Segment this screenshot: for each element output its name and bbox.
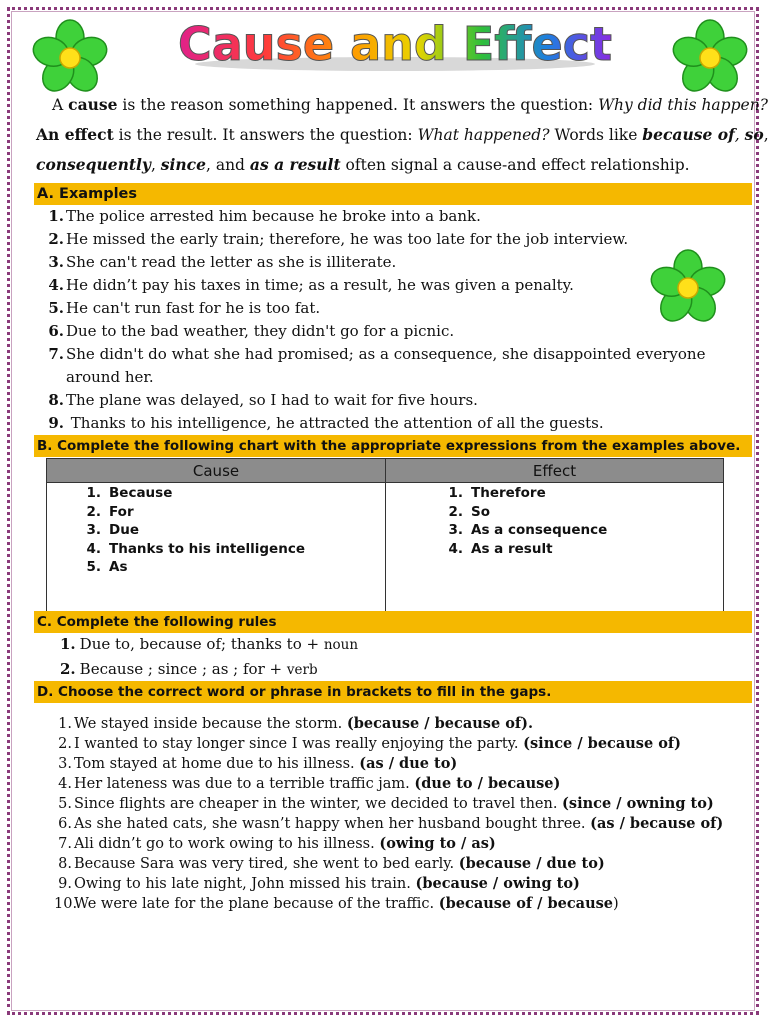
effect-column: [439, 483, 719, 611]
exercise-body: [74, 734, 681, 754]
example-text: She can't read the letter as she is illiterate.: [66, 253, 397, 271]
exercise-item: [54, 754, 754, 774]
intro-text-run: What happened?: [417, 126, 550, 144]
rule-item: [60, 632, 740, 657]
exercise-body: [74, 754, 457, 774]
example-item: [44, 389, 744, 412]
exercise-sentence: Ali didn’t go to work owing to his illness.: [74, 836, 375, 852]
example-text: He missed the early train; therefore, he was too late for the job interview.: [66, 230, 629, 248]
chart-item: [439, 503, 719, 522]
chart-item-number: 2.: [448, 503, 463, 520]
chart-item-text: Due: [109, 522, 139, 538]
flower-icon: [670, 18, 750, 98]
intro-text-run: Words like: [549, 126, 643, 144]
effect-header: Effect: [386, 459, 723, 483]
chart-item-text: For: [109, 503, 134, 520]
exercise-sentence: Owing to his late night, John missed his train.: [74, 876, 411, 892]
example-text: Due to the bad weather, they didn't go for a picnic.: [66, 322, 455, 340]
example-item: [44, 205, 744, 228]
example-item: [44, 412, 744, 435]
exercise-number: 1.: [58, 716, 72, 732]
chart-item: [77, 484, 377, 503]
example-number: 2.: [48, 230, 64, 248]
section-a-heading: A. Examples: [34, 183, 752, 205]
exercise-options: (as / due to): [359, 755, 458, 772]
intro-text-run: as a result: [249, 155, 341, 174]
exercise-list: [54, 714, 754, 914]
example-number: 6.: [48, 322, 64, 340]
example-text: She didn't do what she had promised; as a consequence, she disappointed everyone around her.: [66, 345, 711, 386]
exercise-body: [74, 794, 714, 814]
exercise-sentence: Since flights are cheaper in the winter, we decided to travel then.: [74, 796, 558, 812]
intro-text-run: An effect: [36, 125, 114, 144]
intro-text-run: Why did this happen?: [598, 96, 768, 114]
intro-text-run: so: [744, 125, 764, 144]
example-number: 9.: [48, 414, 64, 432]
example-number: 7.: [48, 345, 64, 363]
exercise-number: 2.: [58, 736, 72, 752]
example-item: [44, 251, 744, 274]
exercise-number: 8.: [58, 856, 72, 872]
intro-line: [36, 120, 769, 150]
exercise-body: [74, 714, 533, 734]
chart-item-text: As: [109, 559, 128, 575]
example-number: 1.: [48, 207, 64, 225]
rule-text: Because ; since ; as ; for +: [79, 660, 283, 678]
exercise-options: (since / because of): [523, 735, 682, 752]
exercise-sentence: I wanted to stay longer since I was really enjoying the party.: [74, 736, 519, 752]
exercise-sentence: We stayed inside because the storm.: [74, 716, 343, 732]
exercise-item: [54, 894, 754, 914]
rules-list: [60, 632, 740, 682]
intro-text-run: ,: [150, 156, 161, 174]
exercise-sentence: Her lateness was due to a terrible traffic jam.: [74, 776, 410, 792]
intro-text-run: ,: [763, 126, 769, 144]
intro-text-run: since: [160, 155, 206, 174]
chart-item-number: 3.: [448, 522, 463, 538]
rule-text: Due to, because of; thanks to +: [79, 635, 320, 653]
exercise-sentence: Because Sara was very tired, she went to bed early.: [74, 856, 455, 872]
cause-header: Cause: [47, 459, 385, 483]
exercise-options: (as / because of): [590, 815, 724, 832]
chart-divider: [385, 459, 386, 611]
exercise-number: 3.: [58, 756, 72, 772]
intro-text-run: is the reason something happened. It answers the question:: [117, 96, 599, 114]
example-text: The police arrested him because he broke into a bank.: [66, 207, 481, 225]
intro-text-run: is the result. It answers the question:: [113, 126, 418, 144]
chart-item-number: 1.: [86, 485, 101, 501]
exercise-item: [54, 874, 754, 894]
rule-number: 1.: [60, 635, 76, 653]
chart-item-text: Therefore: [471, 485, 546, 501]
exercise-sentence: As she hated cats, she wasn’t happy when her husband bought three.: [74, 816, 586, 832]
page-title: [177, 17, 613, 74]
chart-item-text: Thanks to his intelligence: [109, 540, 305, 557]
exercise-body: [74, 814, 723, 834]
exercise-item: [54, 774, 754, 794]
example-number: 4.: [48, 276, 64, 294]
exercise-number: 4.: [58, 776, 72, 792]
exercise-item: [54, 834, 754, 854]
chart-item-number: 4.: [448, 540, 463, 557]
example-text: He can't run fast for he is too fat.: [66, 299, 321, 317]
cause-effect-chart: [46, 458, 724, 612]
chart-item-number: 3.: [86, 522, 101, 538]
exercise-number: 6.: [58, 816, 72, 832]
intro-text-run: often signal a cause-and effect relationship.: [340, 156, 690, 174]
rule-tail: verb: [286, 662, 318, 678]
exercise-sentence: We were late for the plane because of the traffic.: [74, 896, 435, 912]
intro-paragraph: [36, 90, 769, 180]
intro-text-run: ,: [734, 126, 745, 144]
flower-icon: [30, 18, 110, 98]
chart-item: [439, 540, 719, 559]
chart-item-number: 4.: [86, 540, 101, 557]
example-text: Thanks to his intelligence, he attracted the attention of all the guests.: [66, 414, 604, 432]
exercise-options: (because / because of).: [346, 715, 534, 732]
exercise-options: (because / owing to): [415, 875, 580, 892]
exercise-item: [54, 814, 754, 834]
exercise-number: 9.: [58, 876, 72, 892]
chart-item: [439, 521, 719, 540]
examples-list: [44, 205, 744, 435]
chart-item-number: 5.: [86, 559, 101, 575]
section-b-heading: B. Complete the following chart with the appropriate expressions from the examples above.: [34, 435, 752, 457]
svg-text:Cause and Effect: Cause and Effect: [177, 17, 613, 71]
example-item: [44, 228, 744, 251]
section-c-heading: C. Complete the following rules: [34, 611, 752, 633]
exercise-body: [74, 854, 605, 874]
exercise-options: (due to / because): [414, 775, 561, 792]
example-number: 3.: [48, 253, 64, 271]
chart-item: [439, 484, 719, 503]
exercise-item: [54, 714, 754, 734]
example-item: [44, 274, 744, 297]
exercise-body: [74, 774, 560, 794]
intro-line: [36, 150, 752, 180]
exercise-options-close: ): [613, 896, 619, 912]
intro-text-run: , and: [205, 156, 250, 174]
exercise-options: (since / owning to): [562, 795, 714, 812]
rule-tail: noun: [323, 637, 359, 653]
chart-item-text: So: [471, 503, 490, 520]
exercise-options: (because of / because: [438, 895, 614, 912]
exercise-sentence: Tom stayed at home due to his illness.: [74, 756, 355, 772]
cause-column: [77, 483, 377, 611]
exercise-number: 7.: [58, 836, 72, 852]
rule-item: [60, 657, 740, 682]
chart-item: [77, 558, 377, 577]
section-d-heading: D. Choose the correct word or phrase in brackets to fill in the gaps.: [34, 681, 752, 703]
rule-number: 2.: [60, 660, 76, 678]
exercise-body: [74, 874, 580, 894]
example-item: [44, 297, 744, 320]
example-number: 5.: [48, 299, 64, 317]
exercise-options: (owing to / as): [379, 835, 496, 852]
chart-item: [77, 521, 377, 540]
chart-item: [77, 503, 377, 522]
example-text: The plane was delayed, so I had to wait for five hours.: [66, 391, 478, 409]
chart-item-text: As a consequence: [471, 522, 608, 538]
chart-item-number: 2.: [86, 503, 101, 520]
example-item: [44, 320, 744, 343]
exercise-item: [54, 854, 754, 874]
chart-item-text: Because: [109, 485, 173, 501]
chart-item-text: As a result: [471, 540, 553, 557]
example-text: He didn’t pay his taxes in time; as a result, he was given a penalty.: [66, 276, 574, 294]
intro-text-run: A: [52, 96, 69, 114]
exercise-number: 5.: [58, 796, 72, 812]
intro-text-run: consequently: [36, 155, 151, 174]
example-item: [44, 343, 744, 389]
intro-text-run: because of: [642, 125, 735, 144]
exercise-body: [74, 894, 619, 914]
exercise-body: [74, 834, 496, 854]
exercise-options: (because / due to): [458, 855, 605, 872]
intro-text-run: cause: [68, 95, 118, 114]
exercise-item: [54, 734, 754, 754]
chart-item: [77, 540, 377, 559]
example-number: 8.: [48, 391, 64, 409]
exercise-item: [54, 794, 754, 814]
exercise-number: 10.: [54, 896, 78, 912]
intro-line: [36, 90, 768, 120]
chart-item-number: 1.: [448, 485, 463, 501]
